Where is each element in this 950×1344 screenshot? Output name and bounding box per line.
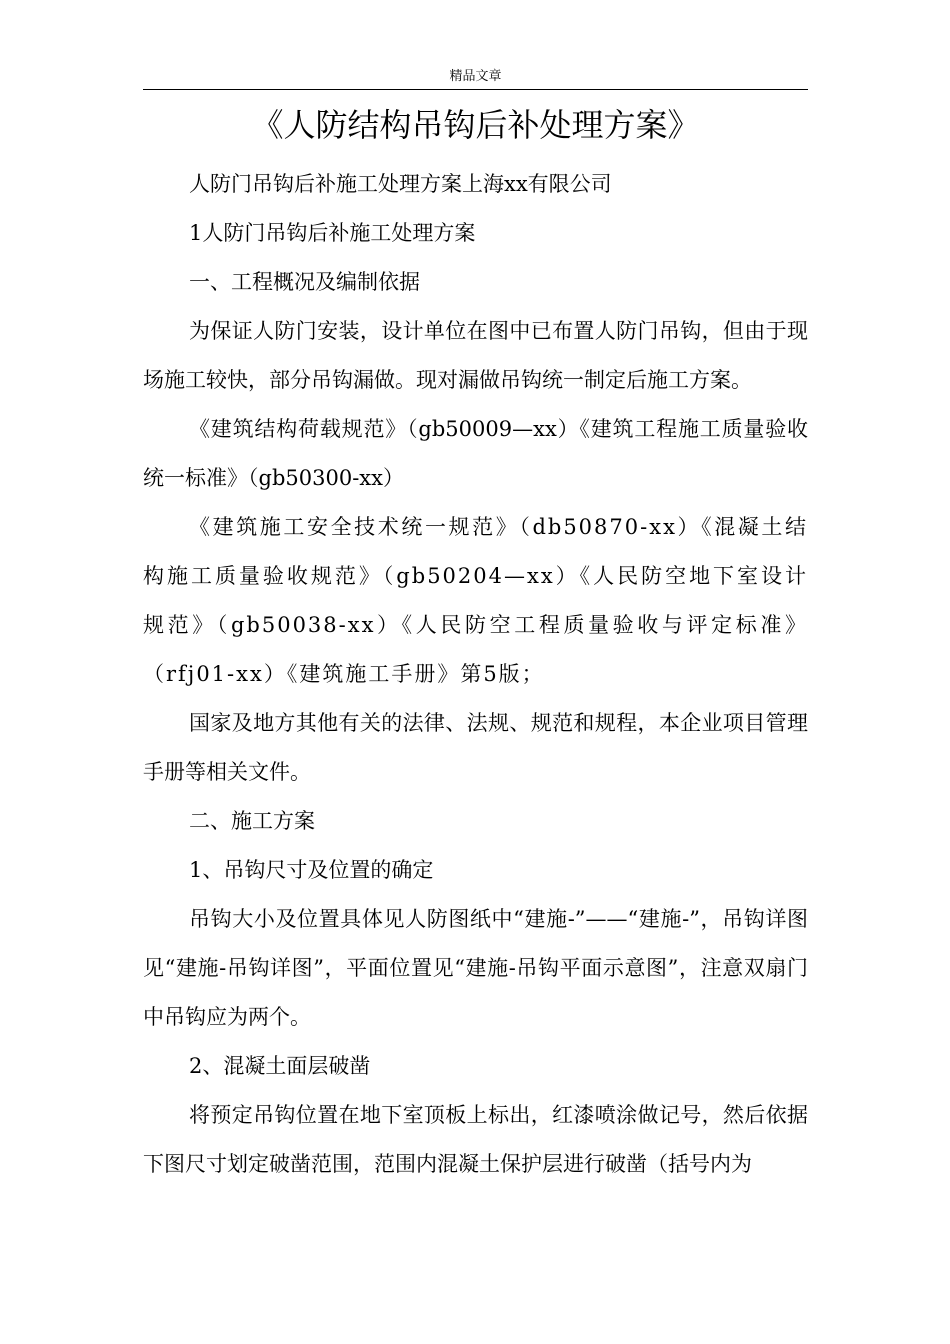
paragraph: 将预定吊钩位置在地下室顶板上标出，红漆喷涂做记号，然后依据下图尺寸划定破凿范围，范围内混凝土保护层进行破凿（括号内为 (143, 1103, 808, 1176)
paragraph: 国家及地方其他有关的法律、法规、规范和规程，本企业项目管理手册等相关文件。 (143, 711, 808, 784)
section-heading: 一、工程概况及编制依据 (189, 270, 420, 294)
paragraph: 《建筑结构荷载规范》（gb50009—xx）《建筑工程施工质量验收统一标准》（gb50300-xx） (143, 417, 808, 490)
section-heading: 二、施工方案 (189, 809, 315, 833)
header-divider (143, 89, 808, 90)
paragraph: 人防门吊钩后补施工处理方案上海xx有限公司 (189, 172, 612, 196)
paragraph: 《建筑施工安全技术统一规范》（db50870-xx）《混凝土结构施工质量验收规范》（gb50204—xx）《人民防空地下室设计规范》（gb50038-xx）《人民防空工程质量验收与评定标准》（rfj01-xx）《建筑施工手册》第5版； (143, 515, 808, 686)
paragraph: 为保证人防门安装，设计单位在图中已布置人防门吊钩，但由于现场施工较快，部分吊钩漏做。现对漏做吊钩统一制定后施工方案。 (143, 319, 808, 392)
subsection-heading: 1、吊钩尺寸及位置的确定 (189, 858, 434, 882)
subsection-heading: 2、混凝土面层破凿 (189, 1054, 371, 1078)
paragraph: 吊钩大小及位置具体见人防图纸中“建施-”——“建施-”，吊钩详图见“建施-吊钩详图”，平面位置见“建施-吊钩平面示意图”，注意双扇门中吊钩应为两个。 (143, 907, 808, 1029)
page-header: 精品文章 (449, 69, 502, 84)
document-body (143, 160, 808, 1189)
paragraph: 1人防门吊钩后补施工处理方案 (189, 221, 476, 245)
document-title: 《人防结构吊钩后补处理方案》 (251, 106, 700, 144)
